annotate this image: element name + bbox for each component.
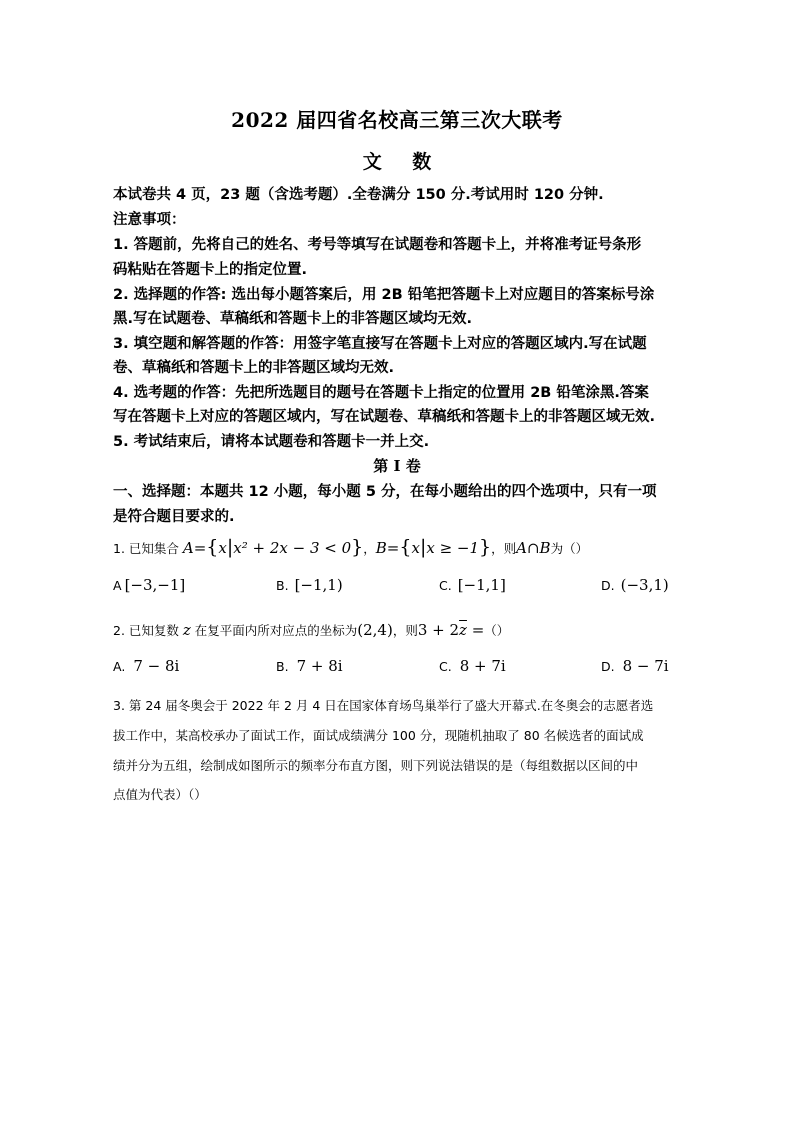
exam-intro: 本试卷共 4 页，23 题（含选考题）.全卷满分 150 分.考试用时 120 分钟. [113,187,604,203]
question-2-option-a: A. 7 − 8i [113,657,180,675]
question-2-option-c: C. 8 + 7i [439,657,506,675]
question-1-option-c: C. [−1,1] [439,576,506,594]
part-one-instruction: 是符合题目要求的. [113,509,235,525]
question-1-option-b: B. [−1,1) [276,576,343,594]
question-2-suffix: （） [484,623,510,638]
question-1-ask: ，则 [491,541,517,556]
note-line: 2. 选择题的作答: 选出每小题答案后，用 2B 铅笔把答题卡上对应题目的答案标号涂 [113,287,655,303]
question-1-expression: A∩B [516,539,551,557]
question-2-ask: ，则 [392,623,418,638]
expression-equals: = [466,621,485,639]
question-3-line: 3. 第 24 届冬奥会于 2022 年 2 月 4 日在国家体育场鸟巢举行了盛大开幕式.在冬奥会的志愿者选 [113,698,654,713]
question-1-stem: 1. 已知集合 A={x|x² + 2x − 3 < 0}，B={x|x ≥ −1}，则A∩B为（） [113,536,589,558]
question-1-option-d: D. (−3,1) [601,576,669,594]
question-2-stem [113,621,509,639]
question-1-suffix: 为（） [550,541,589,556]
question-1-prefix: 1. 已知集合 [113,541,183,556]
expression-part: 3 + 2 [417,621,460,639]
note-line: 黑.写在试题卷、草稿纸和答题卡上的非答题区域均无效. [113,311,473,327]
set-a-name: A [182,539,194,557]
question-3-line: 点值为代表）（） [113,787,207,802]
note-line: 写在答题卡上对应的答题区域内，写在试题卷、草稿纸和答题卡上的非答题区域无效. [113,409,656,425]
question-3-line: 绩并分为五组，绘制成如图所示的频率分布直方图，则下列说法错误的是（每组数据以区间的中 [113,758,639,773]
question-2-option-b: B. 7 + 8i [276,657,343,675]
note-line: 5. 考试结束后，请将本试题卷和答题卡一并上交. [113,434,430,450]
note-line: 1. 答题前，先将自己的姓名、考号等填写在试题卷和答题卡上，并将准考证号条形 [113,237,642,253]
question-2-prefix: 2. 已知复数 [113,623,183,638]
set-a-condition: x² + 2x − 3 < 0 [233,539,352,557]
part-one-instruction: 一、选择题：本题共 12 小题，每小题 5 分，在每小题给出的四个选项中，只有一项 [113,484,657,500]
complex-var: z [182,621,191,639]
note-line: 3. 填空题和解答题的作答：用签字笔直接写在答题卡上对应的答题区域内.写在试题 [113,336,647,352]
section-title: 第 I 卷 [373,457,421,475]
question-2-option-d: D. 8 − 7i [601,657,669,675]
note-line: 码粘贴在答题卡上的指定位置. [113,262,308,278]
conjugate-z: $\overline{z}$ [459,621,467,639]
question-1-option-a: A [−3,−1] [113,576,186,594]
set-b-name: B [375,539,387,557]
set-a-var: x [218,539,227,557]
question-3-line: 拔工作中，某高校承办了面试工作，面试成绩满分 100 分，现随机抽取了 80 名候选者的面试成 [113,728,644,743]
question-2-middle: 在复平面内所对应点的坐标为 [190,623,358,638]
subject-title: 文 数 [362,151,432,173]
set-b-var: x [411,539,420,557]
exam-title: 2022 届四省名校高三第三次大联考 [231,108,563,132]
set-b-condition: x ≥ −1 [426,539,480,557]
note-line: 卷、草稿纸和答题卡上的非答题区域均无效. [113,360,395,376]
point-coordinate: (2,4) [357,621,393,639]
notes-heading: 注意事项： [113,212,186,228]
note-line: 4. 选考题的作答：先把所选题目的题号在答题卡上指定的位置用 2B 铅笔涂黑.答案 [113,385,649,401]
